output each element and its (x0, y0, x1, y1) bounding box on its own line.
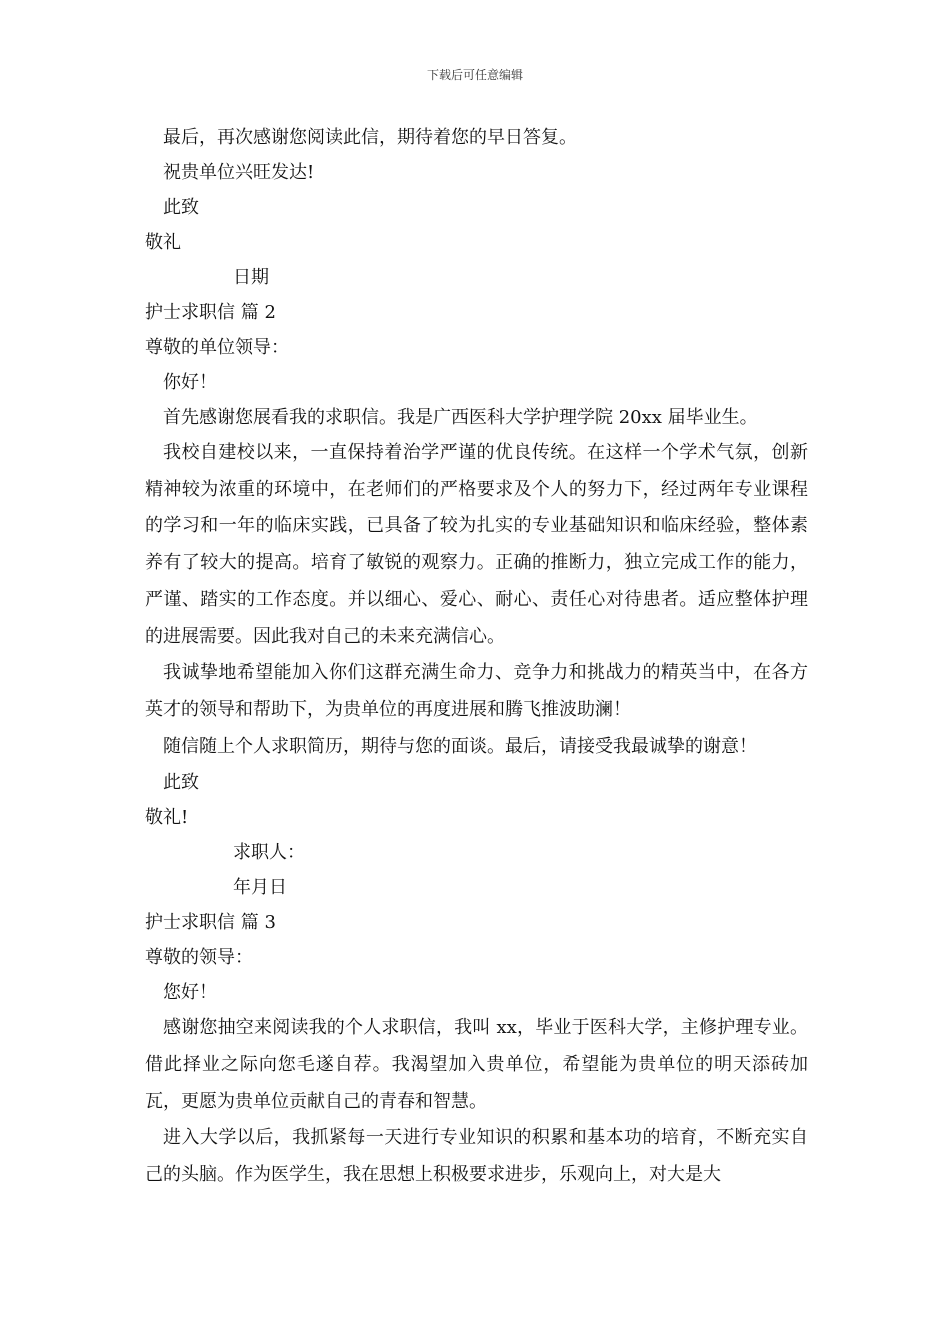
closing-line: 最后，再次感谢您阅读此信，期待着您的早日答复。 (163, 127, 577, 148)
cizhi-line: 此致 (163, 197, 199, 218)
date-line: 年月日 (233, 877, 287, 899)
paragraph: 我诚挚地希望能加入你们这群充满生命力、竞争力和挑战力的精英当中，在各方英才的领导和帮助下，为贵单位的再度进展和腾飞推波助澜！ (145, 662, 808, 720)
page-header: 下载后可任意编辑 (426, 68, 523, 82)
date-line: 日期 (233, 267, 269, 288)
document-body (145, 120, 808, 1194)
greeting: 你好！ (163, 372, 217, 393)
cizhi-line: 此致 (163, 772, 199, 794)
section-3-title: 护士求职信 篇 3 (145, 912, 276, 934)
wish-line: 祝贵单位兴旺发达! (163, 162, 315, 183)
jingli-line: 敬礼! (145, 807, 189, 829)
section-2-title: 护士求职信 篇 2 (145, 302, 276, 323)
applicant-line: 求职人： (233, 842, 305, 864)
paragraph: 我校自建校以来，一直保持着治学严谨的优良传统。在这样一个学术气氛，创新精神较为浓重的环境中，在老师们的严格要求及个人的努力下，经过两年专业课程的学习和一年的临床实践，已具备了较为扎实的专业基础知识和临床经验，整体素养有了较大的提高。培育了敏锐的观察力。正确的推断力，独立完成工作的能力，严谨、踏实的工作态度。并以细心、爱心、耐心、责任心对待患者。适应整体护理的进展需要。因此我对自己的未来充满信心。 (145, 442, 808, 647)
jingli-line: 敬礼 (145, 232, 181, 253)
paragraph: 随信随上个人求职简历，期待与您的面谈。最后，请接受我最诚挚的谢意！ (163, 735, 757, 757)
paragraph: 感谢您抽空来阅读我的个人求职信，我叫 xx，毕业于医科大学，主修护理专业。借此择业之际向您毛遂自荐。我渴望加入贵单位，希望能为贵单位的明天添砖加瓦，更愿为贵单位贡献自己的青春和智慧。 (145, 1017, 808, 1112)
paragraph: 首先感谢您展看我的求职信。我是广西医科大学护理学院 20xx 届毕业生。 (163, 407, 758, 428)
salutation: 尊敬的领导： (145, 947, 253, 969)
salutation: 尊敬的单位领导： (145, 337, 289, 358)
paragraph: 进入大学以后，我抓紧每一天进行专业知识的积累和基本功的培育，不断充实自己的头脑。作为医学生，我在思想上积极要求进步，乐观向上，对大是大 (145, 1127, 808, 1186)
greeting: 您好！ (163, 982, 217, 1004)
